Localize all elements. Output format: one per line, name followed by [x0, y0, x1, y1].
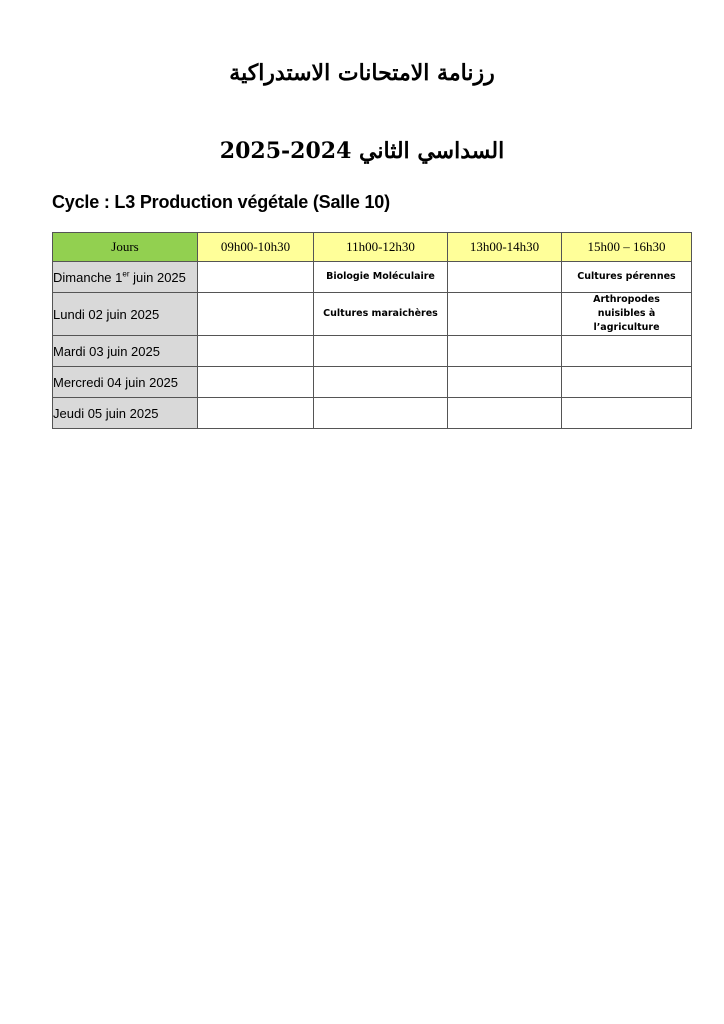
day-text: Dimanche 1	[53, 269, 123, 285]
exam-cell	[198, 398, 314, 429]
exam-cell: Arthropodes nuisibles à l’agriculture	[562, 293, 692, 336]
exam-cell	[198, 367, 314, 398]
table-row	[53, 367, 692, 398]
day-cell: Mardi 03 juin 2025	[53, 336, 198, 367]
day-cell: Lundi 02 juin 2025	[53, 293, 198, 336]
cycle-heading: Cycle : L3 Production végétale (Salle 10)	[52, 192, 390, 212]
table-header-row	[53, 233, 692, 262]
table-row	[53, 398, 692, 429]
exam-cell	[562, 398, 692, 429]
exam-cell	[314, 336, 448, 367]
exam-cell	[198, 293, 314, 336]
day-text-suffix: juin 2025	[129, 269, 186, 285]
column-header-jours: Jours	[53, 233, 198, 262]
day-cell	[53, 262, 198, 293]
day-cell: Mercredi 04 juin 2025	[53, 367, 198, 398]
exam-cell	[562, 367, 692, 398]
exam-cell: Biologie Moléculaire	[314, 262, 448, 293]
exam-cell	[198, 336, 314, 367]
exam-cell: Cultures pérennes	[562, 262, 692, 293]
exam-cell	[448, 398, 562, 429]
exam-schedule-table	[52, 232, 692, 429]
exam-cell	[448, 293, 562, 336]
exam-cell	[448, 262, 562, 293]
column-header-slot-3: 13h00-14h30	[448, 233, 562, 262]
column-header-slot-2: 11h00-12h30	[314, 233, 448, 262]
table-row	[53, 336, 692, 367]
semester-subtitle: السداسي الثاني 2024-2025	[219, 138, 505, 164]
page-title: رزنامة الامتحانات الاستدراكية	[229, 60, 495, 86]
exam-cell: Cultures maraichères	[314, 293, 448, 336]
day-cell: Jeudi 05 juin 2025	[53, 398, 198, 429]
exam-cell	[448, 336, 562, 367]
column-header-slot-1: 09h00-10h30	[198, 233, 314, 262]
table-row	[53, 262, 692, 293]
table-row	[53, 293, 692, 336]
exam-cell	[198, 262, 314, 293]
exam-cell	[562, 336, 692, 367]
exam-cell	[448, 367, 562, 398]
column-header-slot-4: 15h00 – 16h30	[562, 233, 692, 262]
day-superscript: er	[122, 269, 130, 279]
exam-cell	[314, 367, 448, 398]
exam-cell	[314, 398, 448, 429]
